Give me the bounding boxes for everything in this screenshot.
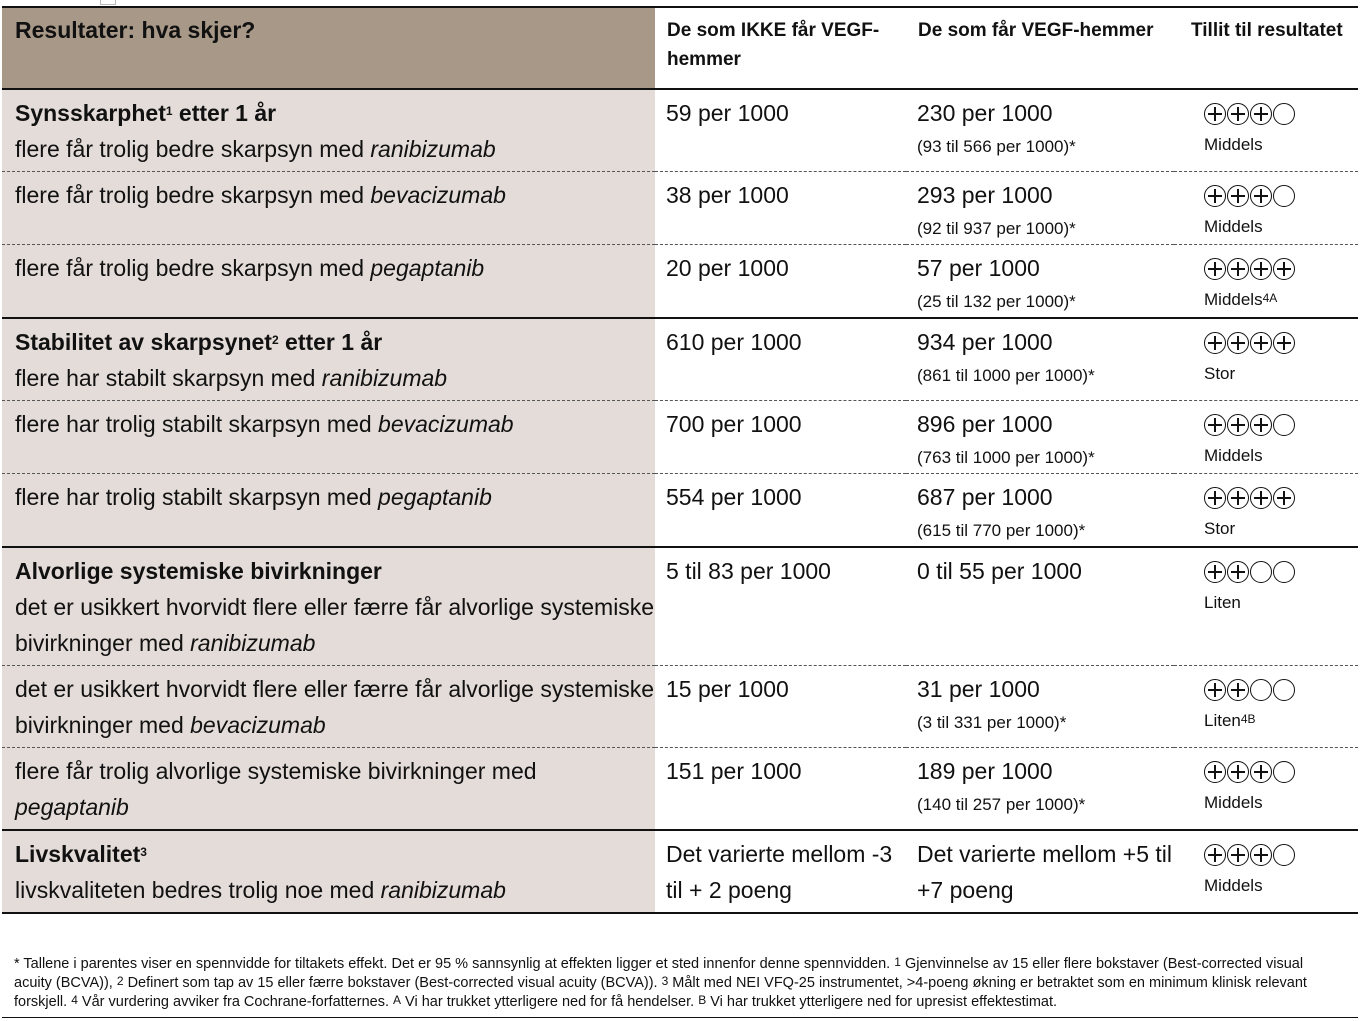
vegf-cell: [906, 89, 1174, 172]
outcome-description: flere har trolig stabilt skarpsyn med bevacizumab: [15, 411, 514, 437]
no-vegf-cell: [655, 89, 906, 172]
outcome-description: det er usikkert hvorvidt flere eller færre får alvorlige systemiske bivirkninger med bevacizumab: [15, 676, 655, 738]
outcome-description: flere får trolig bedre skarpsyn med pegaptanib: [15, 255, 485, 281]
empty-circle-icon: [1273, 844, 1295, 866]
confidence-interval: (861 til 1000 per 1000)*: [917, 366, 1095, 385]
grade-cell: [1174, 89, 1358, 172]
plus-circle-icon: [1250, 761, 1272, 783]
vegf-value: 293 per 1000: [917, 182, 1053, 208]
empty-circle-icon: [1273, 414, 1295, 436]
no-vegf-value: 700 per 1000: [666, 411, 802, 437]
grade-cell: [1174, 666, 1358, 748]
grade-rating: [1204, 487, 1358, 513]
confidence-interval: (763 til 1000 per 1000)*: [917, 448, 1095, 467]
no-vegf-cell: [655, 547, 906, 666]
table-row: [2, 245, 1358, 319]
outcome-description: flere får trolig bedre skarpsyn med ranibizumab: [15, 136, 496, 162]
plus-circle-icon: [1227, 258, 1249, 280]
grade-label: Stor: [1204, 519, 1236, 538]
vegf-value: 230 per 1000: [917, 100, 1053, 126]
grade-cell: [1174, 172, 1358, 245]
vegf-value: Det varierte mellom +5 til +7 poeng: [917, 841, 1172, 903]
page-top-mark: [100, 0, 116, 5]
grade-rating: [1204, 844, 1358, 870]
vegf-value: 31 per 1000: [917, 676, 1040, 702]
plus-circle-icon: [1273, 487, 1295, 509]
plus-circle-icon: [1227, 414, 1249, 436]
outcome-cell: [2, 89, 655, 172]
grade-label: Middels: [1204, 876, 1263, 895]
table-row: [2, 666, 1358, 748]
table-row: [2, 748, 1358, 831]
vegf-value: 0 til 55 per 1000: [917, 558, 1082, 584]
no-vegf-cell: [655, 172, 906, 245]
footnote: * Tallene i parentes viser en spennvidde for tiltakets effekt. Det er 95 % sannsynlig at effekten ligger et sted innenfor denne spennvidden. $^1$ Gjenvinnelse av 15 eller flere bokstaver (Best-corrected visual acuity (BCVA)), $^2$ Definert som tap av 15 eller færre bokstaver (Best-corrected visual acuity (BCVA)). $^3$ Målt med NEI VFQ-25 instrumentet, >4-poeng økning er betraktet som en minimum klinisk relevant forskjell. $^4$ Vår vurdering avviker fra Cochrane-forfatternes. $^A$ Vi har trukket ytterligere ned for få hendelser. $^B$ Vi har trukket ytterligere ned for upresist effektestimat.: [14, 955, 1307, 1010]
no-vegf-value: 20 per 1000: [666, 255, 789, 281]
vegf-value: 189 per 1000: [917, 758, 1053, 784]
confidence-interval: (93 til 566 per 1000)*: [917, 137, 1076, 156]
header-row: [2, 7, 1358, 89]
outcome-cell: [2, 748, 655, 831]
vegf-cell: [906, 401, 1174, 474]
plus-circle-icon: [1204, 487, 1226, 509]
plus-circle-icon: [1204, 414, 1226, 436]
confidence-interval: (25 til 132 per 1000)*: [917, 292, 1076, 311]
no-vegf-cell: [655, 666, 906, 748]
vegf-value: 934 per 1000: [917, 329, 1053, 355]
outcome-cell: [2, 401, 655, 474]
grade-rating: [1204, 679, 1358, 705]
plus-circle-icon: [1227, 487, 1249, 509]
grade-cell: [1174, 474, 1358, 548]
table-row: [2, 474, 1358, 548]
confidence-interval: (3 til 331 per 1000)*: [917, 713, 1067, 732]
empty-circle-icon: [1273, 679, 1295, 701]
grade-label: Middels: [1204, 217, 1263, 236]
no-vegf-value: 151 per 1000: [666, 758, 802, 784]
outcome-title: Stabilitet av skarpsynet$^2$ etter 1 år: [15, 329, 383, 355]
vegf-cell: [906, 172, 1174, 245]
no-vegf-value: 554 per 1000: [666, 484, 802, 510]
confidence-interval: (92 til 937 per 1000)*: [917, 219, 1076, 238]
plus-circle-icon: [1250, 103, 1272, 125]
bottom-rule: [2, 1017, 1358, 1018]
no-vegf-cell: [655, 748, 906, 831]
grade-cell: [1174, 401, 1358, 474]
plus-circle-icon: [1204, 185, 1226, 207]
outcome-cell: [2, 245, 655, 319]
header-confidence: Tillit til resultatet: [1174, 7, 1358, 89]
outcome-cell: [2, 474, 655, 548]
grade-rating: [1204, 332, 1358, 358]
outcome-description: flere får trolig bedre skarpsyn med bevacizumab: [15, 182, 506, 208]
plus-circle-icon: [1204, 679, 1226, 701]
plus-circle-icon: [1227, 103, 1249, 125]
plus-circle-icon: [1204, 561, 1226, 583]
plus-circle-icon: [1227, 844, 1249, 866]
vegf-value: 687 per 1000: [917, 484, 1053, 510]
plus-circle-icon: [1273, 258, 1295, 280]
empty-circle-icon: [1273, 185, 1295, 207]
outcome-description: flere har trolig stabilt skarpsyn med pegaptanib: [15, 484, 492, 510]
grade-rating: [1204, 103, 1358, 129]
grade-cell: [1174, 318, 1358, 401]
grade-rating: [1204, 761, 1358, 787]
vegf-cell: [906, 748, 1174, 831]
outcome-cell: [2, 172, 655, 245]
header-vegf: De som får VEGF-hemmer: [906, 7, 1174, 89]
table-row: [2, 172, 1358, 245]
plus-circle-icon: [1204, 258, 1226, 280]
empty-circle-icon: [1273, 561, 1295, 583]
vegf-cell: [906, 474, 1174, 548]
outcome-cell: [2, 318, 655, 401]
plus-circle-icon: [1273, 332, 1295, 354]
vegf-value: 57 per 1000: [917, 255, 1040, 281]
outcome-description: livskvaliteten bedres trolig noe med ranibizumab: [15, 877, 506, 903]
plus-circle-icon: [1250, 258, 1272, 280]
outcome-title: Livskvalitet$^3$: [15, 841, 147, 867]
grade-cell: [1174, 830, 1358, 913]
grade-label: Stor: [1204, 364, 1236, 383]
empty-circle-icon: [1273, 761, 1295, 783]
outcome-description: flere får trolig alvorlige systemiske bivirkninger med pegaptanib: [15, 758, 537, 820]
grade-rating: [1204, 185, 1358, 211]
no-vegf-cell: [655, 245, 906, 319]
plus-circle-icon: [1227, 185, 1249, 207]
table-row: [2, 89, 1358, 172]
vegf-value: 896 per 1000: [917, 411, 1053, 437]
plus-circle-icon: [1227, 332, 1249, 354]
no-vegf-cell: [655, 474, 906, 548]
plus-circle-icon: [1227, 761, 1249, 783]
no-vegf-cell: [655, 830, 906, 913]
outcome-description: flere har stabilt skarpsyn med ranibizumab: [15, 365, 448, 391]
no-vegf-value: 59 per 1000: [666, 100, 789, 126]
grade-label: Middels: [1204, 135, 1263, 154]
no-vegf-cell: [655, 401, 906, 474]
confidence-interval: (615 til 770 per 1000)*: [917, 521, 1086, 540]
grade-label: Liten$^{4B}$: [1204, 711, 1256, 730]
grade-label: Middels$^{4A}$: [1204, 290, 1278, 309]
plus-circle-icon: [1204, 103, 1226, 125]
header-results: Resultater: hva skjer?: [2, 7, 655, 89]
plus-circle-icon: [1250, 185, 1272, 207]
vegf-cell: [906, 830, 1174, 913]
grade-rating: [1204, 258, 1358, 284]
empty-circle-icon: [1250, 561, 1272, 583]
grade-cell: [1174, 748, 1358, 831]
outcome-cell: [2, 830, 655, 913]
plus-circle-icon: [1227, 679, 1249, 701]
grade-cell: [1174, 245, 1358, 319]
vegf-cell: [906, 318, 1174, 401]
grade-label: Liten: [1204, 593, 1241, 612]
grade-cell: [1174, 547, 1358, 666]
table-row: [2, 401, 1358, 474]
grade-label: Middels: [1204, 446, 1263, 465]
vegf-cell: [906, 245, 1174, 319]
outcome-title: Synsskarphet$^1$ etter 1 år: [15, 100, 277, 126]
no-vegf-cell: [655, 318, 906, 401]
plus-circle-icon: [1227, 561, 1249, 583]
grade-label: Middels: [1204, 793, 1263, 812]
vegf-cell: [906, 547, 1174, 666]
outcome-cell: [2, 547, 655, 666]
plus-circle-icon: [1250, 487, 1272, 509]
vegf-cell: [906, 666, 1174, 748]
outcome-cell: [2, 666, 655, 748]
table-row: [2, 830, 1358, 913]
no-vegf-value: 610 per 1000: [666, 329, 802, 355]
outcome-description: det er usikkert hvorvidt flere eller færre får alvorlige systemiske bivirkninger med ranibizumab: [15, 594, 655, 656]
table-row: [2, 547, 1358, 666]
plus-circle-icon: [1250, 844, 1272, 866]
no-vegf-value: 38 per 1000: [666, 182, 789, 208]
header-no-vegf: De som IKKE får VEGF-hemmer: [655, 7, 906, 89]
empty-circle-icon: [1273, 103, 1295, 125]
no-vegf-value: Det varierte mellom -3 til + 2 poeng: [666, 841, 893, 903]
grade-rating: [1204, 414, 1358, 440]
grade-rating: [1204, 561, 1358, 587]
table-row: [2, 318, 1358, 401]
plus-circle-icon: [1204, 332, 1226, 354]
results-table: [2, 6, 1358, 914]
plus-circle-icon: [1204, 844, 1226, 866]
confidence-interval: (140 til 257 per 1000)*: [917, 795, 1086, 814]
plus-circle-icon: [1204, 761, 1226, 783]
plus-circle-icon: [1250, 332, 1272, 354]
no-vegf-value: 15 per 1000: [666, 676, 789, 702]
outcome-title: Alvorlige systemiske bivirkninger: [15, 558, 382, 584]
plus-circle-icon: [1250, 414, 1272, 436]
no-vegf-value: 5 til 83 per 1000: [666, 558, 831, 584]
empty-circle-icon: [1250, 679, 1272, 701]
